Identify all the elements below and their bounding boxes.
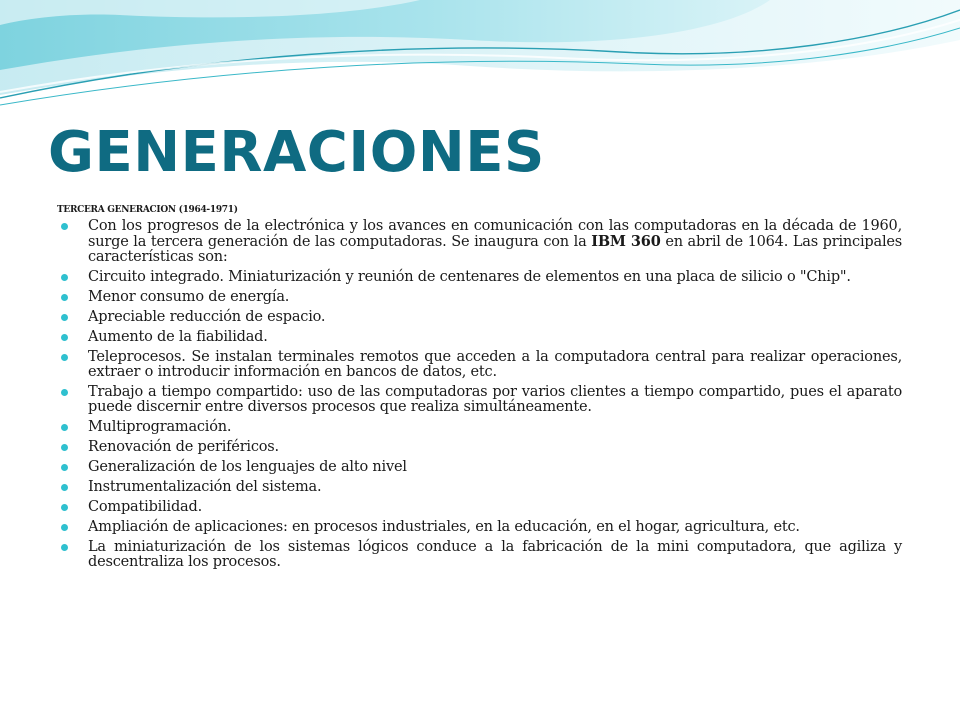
bullet-text: Generalización de los lenguajes de alto nivel bbox=[88, 459, 407, 475]
bullet-dot-icon bbox=[61, 354, 68, 361]
bullet-dot-icon bbox=[61, 294, 68, 301]
bullet-item bbox=[58, 500, 902, 515]
bullet-list bbox=[58, 219, 902, 575]
bullet-text: Trabajo a tiempo compartido: uso de las computadoras por varios clientes a tiempo compartido, pues el aparato puede discernir entre diversos procesos que realiza simultáneamente. bbox=[88, 384, 902, 415]
intro-text-after: en abril de 1064. Las principales características son: bbox=[88, 234, 902, 265]
slide-title: GENERACIONES bbox=[48, 120, 545, 185]
bullet-dot-icon bbox=[61, 223, 68, 230]
bullet-text: Multiprogramación. bbox=[88, 419, 232, 435]
bullet-item bbox=[58, 460, 902, 475]
bullet-text: La miniaturización de los sistemas lógicos conduce a la fabricación de la mini computadora, que agiliza y descentraliza los procesos. bbox=[88, 539, 902, 570]
bullet-dot-icon bbox=[61, 524, 68, 531]
bullet-dot-icon bbox=[61, 544, 68, 551]
bullet-dot-icon bbox=[61, 504, 68, 511]
bullet-text: Menor consumo de energía. bbox=[88, 289, 290, 305]
bullet-item bbox=[58, 350, 902, 380]
bullet-dot-icon bbox=[61, 464, 68, 471]
bullet-intro bbox=[58, 219, 902, 265]
bullet-text: Renovación de periféricos. bbox=[88, 439, 279, 455]
bullet-dot-icon bbox=[61, 334, 68, 341]
bullet-text: Compatibilidad. bbox=[88, 499, 202, 515]
bullet-dot-icon bbox=[61, 389, 68, 396]
bullet-text: Instrumentalización del sistema. bbox=[88, 479, 322, 495]
bullet-dot-icon bbox=[61, 444, 68, 451]
slide-subtitle: TERCERA GENERACION (1964-1971) bbox=[57, 205, 238, 215]
bullet-text: Ampliación de aplicaciones: en procesos industriales, en la educación, en el hogar, agricultura, etc. bbox=[88, 519, 800, 535]
bullet-dot-icon bbox=[61, 274, 68, 281]
bullet-item bbox=[58, 440, 902, 455]
bullet-text: Aumento de la fiabilidad. bbox=[88, 329, 268, 345]
bullet-item bbox=[58, 420, 902, 435]
bullet-item bbox=[58, 270, 902, 285]
bullet-dot-icon bbox=[61, 314, 68, 321]
bullet-item bbox=[58, 385, 902, 415]
bullet-text: Teleprocesos. Se instalan terminales remotos que acceden a la computadora central para realizar operaciones, extraer o introducir información en bancos de datos, etc. bbox=[88, 349, 902, 380]
bullet-item bbox=[58, 480, 902, 495]
bullet-dot-icon bbox=[61, 424, 68, 431]
intro-text-bold: IBM 360 bbox=[591, 233, 661, 250]
bullet-item bbox=[58, 310, 902, 325]
bullet-text: Apreciable reducción de espacio. bbox=[88, 309, 326, 325]
bullet-item bbox=[58, 290, 902, 305]
bullet-text: Circuito integrado. Miniaturización y reunión de centenares de elementos en una placa de silicio o "Chip". bbox=[88, 269, 851, 285]
intro-text-before: Con los progresos de la electrónica y los avances en comunicación con las computadoras en la década de 1960, surge la tercera generación de las computadoras. Se inaugura con la bbox=[88, 218, 902, 250]
wave-decoration bbox=[0, 0, 960, 120]
bullet-item bbox=[58, 520, 902, 535]
bullet-item bbox=[58, 330, 902, 345]
bullet-dot-icon bbox=[61, 484, 68, 491]
bullet-item bbox=[58, 540, 902, 570]
